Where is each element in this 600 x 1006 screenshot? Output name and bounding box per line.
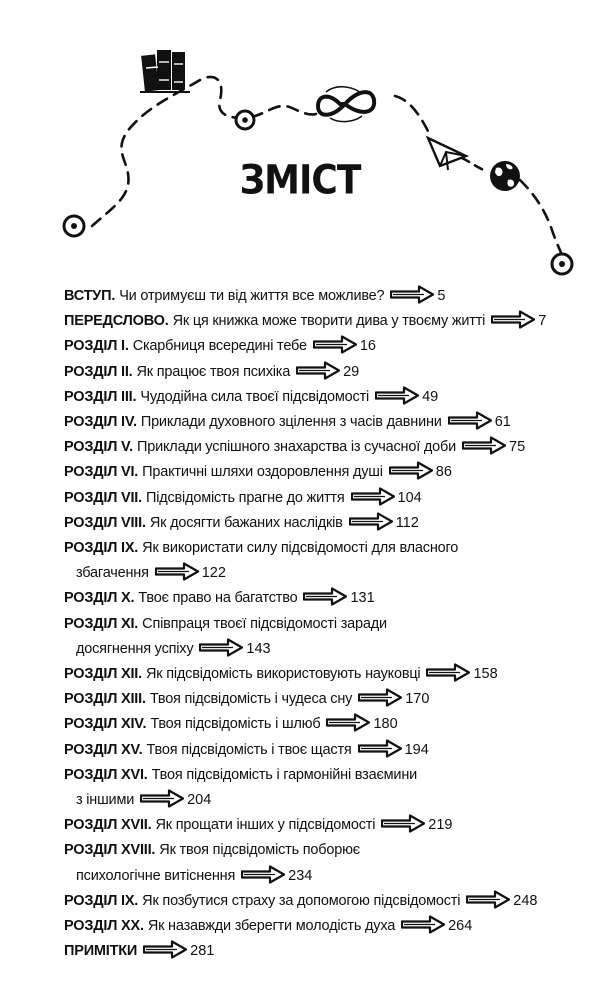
page-title: ЗМІСТ [239,157,361,204]
chapter-title: Як підсвідомість використовують науковці [146,666,421,683]
page-number: 86 [435,464,452,481]
arrow-right-icon [401,915,445,934]
chapter-label: РОЗДІЛ XIV. [64,716,147,733]
page-number: 131 [350,590,375,607]
toc-entry [64,360,584,385]
arrow-right-icon [426,663,470,682]
toc-entry [64,712,584,737]
page-number: 194 [404,741,429,758]
chapter-title: Як твоя підсвідомість поборює [159,842,360,859]
arrow-right-icon [155,562,199,581]
chapter-label: РОЗДІЛ VIII. [64,514,146,531]
page-number: 75 [509,439,526,456]
toc-entry [64,486,584,511]
chapter-title-continued: збагачення [76,565,149,582]
toc-entry-continuation [64,788,584,813]
target-icon [552,254,572,274]
arrow-right-icon [381,814,425,833]
arrow-right-icon [390,285,434,304]
chapter-title: Практичні шляхи оздоровлення душі [142,464,383,481]
chapter-title: Приклади духовного зцілення з часів давнини [140,414,442,431]
toc-entry [64,385,584,410]
page-number: 16 [359,338,376,355]
page-number: 204 [187,792,212,809]
page-number: 180 [373,716,398,733]
page-number: 49 [422,388,439,405]
chapter-title: Як використати силу підсвідомості для власного [142,540,459,557]
chapter-label: ПРИМІТКИ [64,943,138,960]
page-number: 5 [437,288,446,304]
chapter-label: РОЗДІЛ І. [64,338,129,355]
toc-entry [64,536,584,561]
chapter-title: Як досягти бажаних наслідків [149,514,343,531]
arrow-right-icon [349,512,393,531]
toc-entry-continuation [64,637,584,662]
dashed-path [92,77,322,226]
chapter-label: РОЗДІЛ X. [64,590,135,607]
chapter-label: РОЗДІЛ IX. [64,892,139,909]
arrow-right-icon [389,461,433,480]
chapter-title: Твоя підсвідомість і гармонійні взаємини [151,766,418,783]
header-illustration [0,0,600,285]
page-number: 158 [473,666,498,683]
chapter-label: РОЗДІЛ XVIII. [64,842,156,859]
arrow-right-icon [375,386,419,405]
page-number: 112 [395,514,419,531]
arrow-right-icon [462,436,506,455]
toc-entry [64,914,584,939]
page-number: 104 [397,489,422,506]
arrow-right-icon [140,789,184,808]
chapter-title: Твоя підсвідомість і чудеса сну [149,691,353,708]
table-of-contents [64,284,584,964]
page-number: 143 [246,640,271,657]
page-number: 29 [343,363,360,380]
toc-entry [64,939,584,964]
toc-entry [64,687,584,712]
infinity-icon [318,87,374,122]
page-number: 264 [448,918,473,935]
page-number: 170 [405,691,430,708]
chapter-title-continued: з іншими [76,792,135,809]
chapter-title: Чудодійна сила твоєї підсвідомості [140,388,370,405]
toc-entry [64,309,584,334]
page-number: 219 [428,817,453,834]
toc-entry [64,284,584,309]
page-number: 281 [190,943,215,960]
arrow-right-icon [466,890,510,909]
arrow-right-icon [326,713,370,732]
toc-entry-continuation [64,864,584,889]
chapter-label: РОЗДІЛ XVI. [64,766,148,783]
page-number: 7 [538,313,547,330]
chapter-title: Твоя підсвідомість і твоє щастя [146,741,352,758]
toc-entry [64,511,584,536]
dashed-path [395,96,430,135]
chapter-label: РОЗДІЛ XI. [64,615,139,632]
chapter-label: РОЗДІЛ VI. [64,464,139,481]
toc-entry [64,435,584,460]
toc-entry-continuation [64,561,584,586]
chapter-label: РОЗДІЛ V. [64,439,133,456]
chapter-title: Чи отримуєш ти від життя все можливе? [119,288,385,304]
page-number: 61 [494,414,511,431]
chapter-title-continued: досягнення успіху [76,640,194,657]
target-icon [64,216,84,236]
chapter-label: РОЗДІЛ ІІІ. [64,388,137,405]
target-icon [236,111,254,129]
arrow-right-icon [296,361,340,380]
toc-entry [64,612,584,637]
chapter-title: Як працює твоя психіка [136,363,291,380]
chapter-label: РОЗДІЛ ІІ. [64,363,133,380]
toc-entry [64,813,584,838]
chapter-title: Твоє право на багатство [138,590,298,607]
page-number: 248 [513,892,538,909]
arrow-right-icon [313,335,357,354]
chapter-title: Підсвідомість прагне до життя [146,489,345,506]
chapter-title-continued: психологічне витіснення [76,867,236,884]
chapter-label: РОЗДІЛ XII. [64,666,142,683]
chapter-label: РОЗДІЛ XVII. [64,817,152,834]
arrow-right-icon [358,688,402,707]
arrow-right-icon [143,940,187,959]
arrow-right-icon [303,587,347,606]
page-number: 234 [288,867,313,884]
chapter-title: Як назавжди зберегти молодість духа [147,918,396,935]
chapter-label: РОЗДІЛ IV. [64,414,137,431]
chapter-title: Як прощати інших у підсвідомості [155,817,376,834]
chapter-label: ПЕРЕДСЛОВО. [64,313,169,330]
arrow-right-icon [241,865,285,884]
arrow-right-icon [491,310,535,329]
books-icon [140,50,190,92]
toc-entry [64,410,584,435]
chapter-title: Приклади успішного знахарства із сучасної доби [137,439,456,456]
chapter-label: РОЗДІЛ XV. [64,741,143,758]
toc-entry [64,334,584,359]
toc-entry [64,738,584,763]
toc-entry [64,586,584,611]
arrow-right-icon [358,739,402,758]
chapter-title: Як ця книжка може творити дива у твоєму житті [172,313,486,330]
chapter-title: Твоя підсвідомість і шлюб [150,716,321,733]
chapter-title: Співпраця твоєї підсвідомості заради [142,615,387,632]
arrow-right-icon [351,487,395,506]
toc-entry [64,460,584,485]
toc-entry [64,763,584,788]
chapter-title: Як позбутися страху за допомогою підсвідомості [142,892,461,909]
arrow-right-icon [199,638,243,657]
chapter-title: Скарбниця всередині тебе [132,338,307,355]
chapter-label: РОЗДІЛ XIII. [64,691,146,708]
toc-entry [64,838,584,863]
chapter-label: РОЗДІЛ XX. [64,918,144,935]
chapter-label: РОЗДІЛ IX. [64,540,139,557]
page-number: 122 [201,565,226,582]
toc-entry [64,889,584,914]
chapter-label: РОЗДІЛ VII. [64,489,142,506]
toc-entry [64,662,584,687]
arrow-right-icon [448,411,492,430]
chapter-label: ВСТУП. [64,288,116,304]
